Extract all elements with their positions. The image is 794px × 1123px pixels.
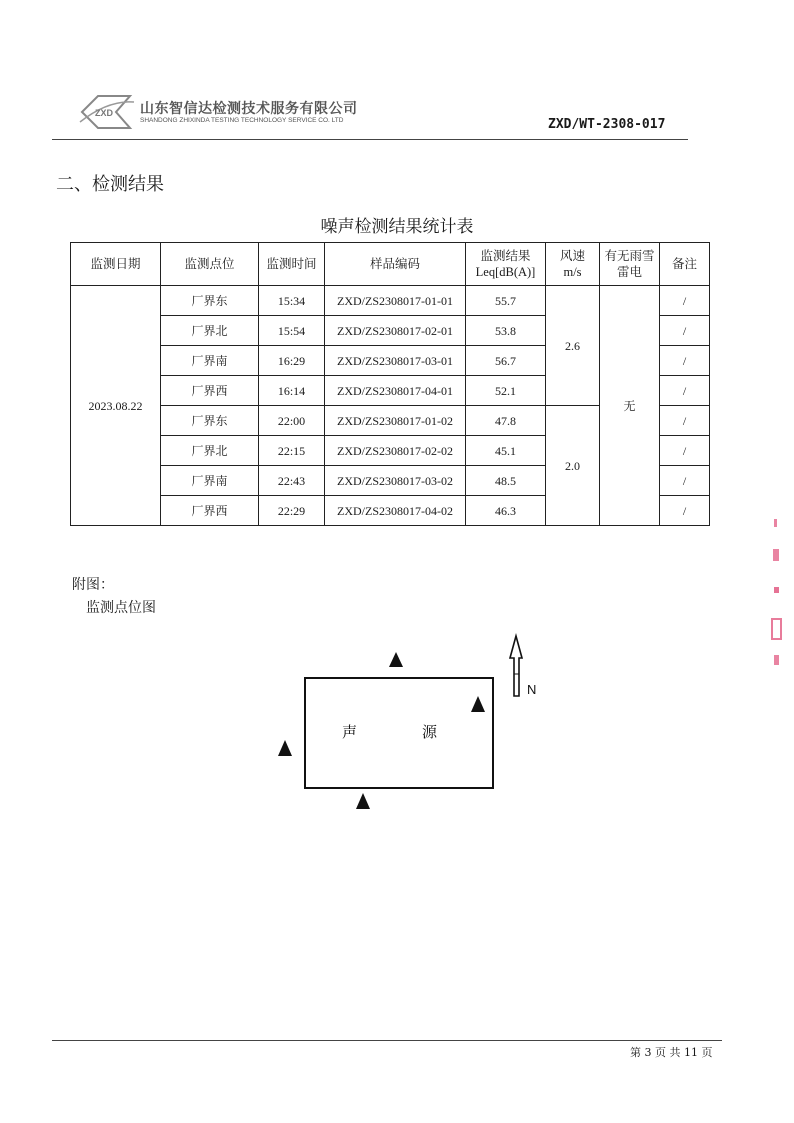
cell-wind-speed: 2.6 bbox=[546, 286, 600, 406]
noise-results-table bbox=[70, 242, 710, 526]
document-number: ZXD/WT-2308-017 bbox=[548, 117, 666, 132]
header-wind-line2: m/s bbox=[563, 265, 582, 279]
cell-time: 22:00 bbox=[259, 406, 325, 436]
cell-remark: / bbox=[660, 316, 710, 346]
cell-time: 16:29 bbox=[259, 346, 325, 376]
header-wind-line1: 风速 bbox=[559, 248, 585, 263]
cell-remark: / bbox=[660, 466, 710, 496]
cell-point: 厂界东 bbox=[161, 286, 259, 316]
cell-result: 47.8 bbox=[466, 406, 546, 436]
header-remark: 备注 bbox=[660, 243, 710, 286]
cell-sample: ZXD/ZS2308017-01-02 bbox=[325, 406, 466, 436]
footer-divider bbox=[52, 1040, 722, 1041]
north-arrow-icon bbox=[510, 636, 522, 696]
cell-result: 45.1 bbox=[466, 436, 546, 466]
logo-text: ZXD bbox=[95, 108, 113, 118]
header-weather-line2: 雷电 bbox=[616, 264, 642, 279]
page-number: 第 3 页 共 11 页 bbox=[630, 1046, 713, 1059]
cell-wind-speed: 2.0 bbox=[546, 406, 600, 526]
cell-result: 52.1 bbox=[466, 376, 546, 406]
header-weather bbox=[600, 243, 660, 286]
company-name-cn: 山东智信达检测技术服务有限公司 bbox=[140, 101, 358, 117]
header-divider bbox=[52, 139, 688, 140]
cell-time: 22:29 bbox=[259, 496, 325, 526]
cell-point: 厂界东 bbox=[161, 406, 259, 436]
header-time: 监测时间 bbox=[259, 243, 325, 286]
cell-remark: / bbox=[660, 436, 710, 466]
north-label: N bbox=[527, 682, 537, 697]
appendix-subtitle: 监测点位图 bbox=[86, 600, 156, 616]
cell-time: 22:43 bbox=[259, 466, 325, 496]
source-label-1: 声 bbox=[342, 723, 358, 741]
header-point: 监测点位 bbox=[161, 243, 259, 286]
cell-remark: / bbox=[660, 376, 710, 406]
cell-time: 16:14 bbox=[259, 376, 325, 406]
cell-point: 厂界南 bbox=[161, 466, 259, 496]
monitoring-point-west-marker bbox=[278, 740, 292, 756]
cell-sample: ZXD/ZS2308017-01-01 bbox=[325, 286, 466, 316]
cell-point: 厂界西 bbox=[161, 496, 259, 526]
cell-remark: / bbox=[660, 346, 710, 376]
header-sample: 样品编码 bbox=[325, 243, 466, 286]
cell-result: 56.7 bbox=[466, 346, 546, 376]
cell-weather: 无 bbox=[600, 286, 660, 526]
cell-point: 厂界西 bbox=[161, 376, 259, 406]
table-title: 噪声检测结果统计表 bbox=[320, 217, 474, 237]
cell-point: 厂界北 bbox=[161, 436, 259, 466]
cell-sample: ZXD/ZS2308017-02-02 bbox=[325, 436, 466, 466]
header-weather-line1: 有无雨雪 bbox=[604, 248, 655, 263]
monitoring-point-diagram bbox=[270, 630, 560, 820]
cell-result: 55.7 bbox=[466, 286, 546, 316]
header-result bbox=[466, 243, 546, 286]
monitoring-point-east-marker bbox=[471, 696, 485, 712]
header-result-line1: 监测结果 bbox=[480, 248, 531, 263]
cell-sample: ZXD/ZS2308017-03-02 bbox=[325, 466, 466, 496]
cell-date: 2023.08.22 bbox=[71, 286, 161, 526]
seam-stamp bbox=[768, 515, 788, 675]
cell-time: 15:34 bbox=[259, 286, 325, 316]
cell-time: 15:54 bbox=[259, 316, 325, 346]
company-logo bbox=[78, 92, 136, 132]
cell-remark: / bbox=[660, 406, 710, 436]
company-name-en: SHANDONG ZHIXINDA TESTING TECHNOLOGY SERVICE CO. LTD bbox=[140, 117, 344, 124]
table-header-row bbox=[71, 243, 710, 286]
cell-remark: / bbox=[660, 496, 710, 526]
cell-remark: / bbox=[660, 286, 710, 316]
cell-time: 22:15 bbox=[259, 436, 325, 466]
cell-sample: ZXD/ZS2308017-02-01 bbox=[325, 316, 466, 346]
cell-sample: ZXD/ZS2308017-04-01 bbox=[325, 376, 466, 406]
cell-result: 53.8 bbox=[466, 316, 546, 346]
section-title: 二、检测结果 bbox=[56, 174, 164, 195]
cell-result: 46.3 bbox=[466, 496, 546, 526]
cell-sample: ZXD/ZS2308017-03-01 bbox=[325, 346, 466, 376]
source-label-2: 源 bbox=[422, 723, 438, 741]
source-boundary bbox=[305, 678, 493, 788]
header-date: 监测日期 bbox=[71, 243, 161, 286]
cell-point: 厂界北 bbox=[161, 316, 259, 346]
header-wind bbox=[546, 243, 600, 286]
cell-result: 48.5 bbox=[466, 466, 546, 496]
monitoring-point-south-marker bbox=[356, 793, 370, 809]
cell-point: 厂界南 bbox=[161, 346, 259, 376]
table-row bbox=[71, 286, 710, 316]
monitoring-point-north-marker bbox=[389, 652, 403, 667]
appendix-label: 附图： bbox=[72, 577, 114, 593]
cell-sample: ZXD/ZS2308017-04-02 bbox=[325, 496, 466, 526]
header-result-line2: Leq[dB(A)] bbox=[475, 265, 536, 279]
